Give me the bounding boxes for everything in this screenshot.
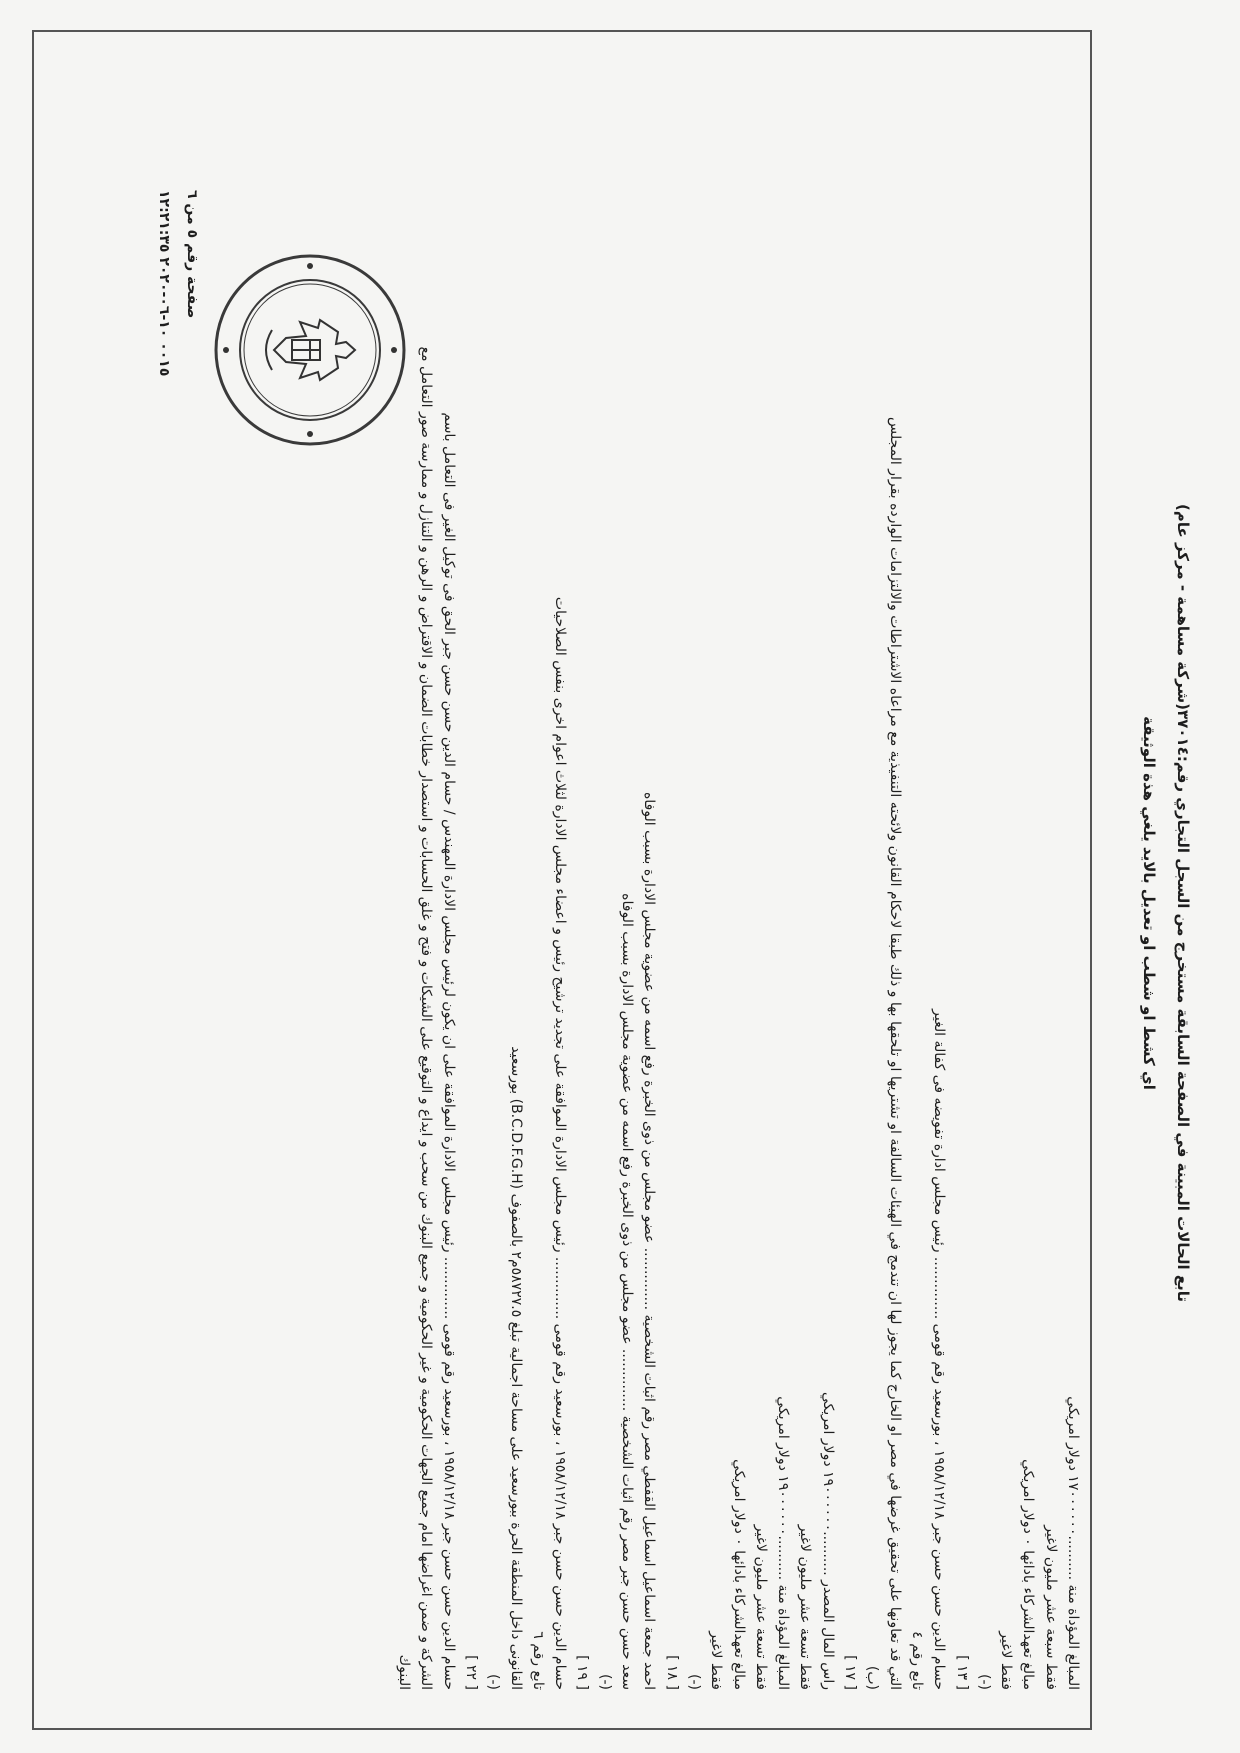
document-line: [ ١٣ ] — [953, 1655, 970, 1690]
document-line: تابع رقم ٦ — [529, 1631, 546, 1690]
document-line: تابع رقم ٤ — [908, 1631, 925, 1690]
document-header-title: تابع الحالات المبينة في الصفحة السابقة مستخرج من السجل التجاري رقم:٣٧٠١٤(شركة مساهمة - مركز عام) — [1174, 504, 1192, 1302]
document-line: راس المال المصدر ..........١٩٠٠٠٠٠٠ دولار امريكي — [819, 1392, 836, 1690]
document-line: [ ١٧ ] — [842, 1655, 859, 1690]
document-line: فقط لاغير — [708, 1631, 725, 1690]
document-line: المبالغ المؤداة منة ..........١٩٠٠٠٠٠٠ دولار امريكي — [775, 1396, 792, 1690]
document-line: (-) — [685, 1674, 702, 1690]
document-line: التي قد تعاونها على تحقيق غرضها في مصر او الخارج كما يجوز لها ان تندمج في الهيئات السالفة او تشتريها او تلحقها بها و ذلك طبقا لاحكام القانون ولائحته التنفيذية مع مراعاه الاشتراطات والالتزامات الوارده بقرار المجلس — [886, 417, 903, 1690]
document-header-note: اي كشط او شطب او تعديل بالايد يلغي هذة الوثيقة — [1140, 716, 1158, 1090]
document-line: [ ٢٢ ] — [462, 1655, 479, 1690]
document-line: القانونى داخل المنطقة الحرة ببورسعيد على مساحة اجمالية تبلغ ٥٨٧٢٧.٥م٢ بالصفوف (B.C.D.F.G.H) بورسعيد — [507, 1046, 524, 1690]
print-timestamp: ٠٠١٥ ١٠-٠٦-٢٠٢٠ ١٢:٢١:٣٥ — [156, 190, 172, 377]
document-line: سعد حسن حسن جبر مصر رقم اثبات الشخصية .............. عضو مجلس من ذوى الخبرة رفع اسمه من عضوية مجلس الادارة بسبب الوفاه — [619, 893, 636, 1690]
document-line: مبالغ تعهدالشركاء بادائها ٠ دولار امريكي — [1020, 1459, 1037, 1690]
document-line: (-) — [485, 1674, 502, 1690]
document-line: البنوك — [396, 1654, 413, 1690]
page-number: صفحة رقم ٥ من ٦ — [184, 190, 200, 319]
document-line: فقط لاغير — [998, 1631, 1015, 1690]
document-line: حسام الدين حسن حسن جبر ١٩٥٨/١٢/١٨ ، بورسعيد رقم قومى .............. رئيس مجلس الادارة الموافقة على تجديد ترشيح رئيس و اعضاء مجلس الادارة لثلاث اعوام اخرى بنفس الصلاحيات — [552, 596, 569, 1690]
content-frame — [32, 30, 1092, 1730]
document-line: حسام الدين حسن حسن جبر ١٩٥٨/١٢/١٨ ، بورسعيد رقم قومى .............. رئيس مجلس ادارة تفويضه فى كفالة الغير — [931, 1009, 948, 1690]
document-line: حسام الدين حسن حسن جبر ١٩٥٨/١٢/١٨ ، بورسعيد رقم قومى .............. رئيس مجلس الادارة الموافقة على ان يكون لرئيس مجلس الادارة المهندس / حسام الدين حسن حسن جبر الحق فى توكيل الغير فى التعامل باسم — [440, 412, 457, 1690]
document-line: (ب) — [864, 1665, 881, 1690]
document-line: فقط تسعة عشر مليون لاغير — [797, 1524, 814, 1690]
document-line: [ ١٩ ] — [574, 1655, 591, 1690]
document-line: فقط تسعة عشر مليون لاغير — [752, 1524, 769, 1690]
document-line: احمد جمعة اسماعيل اسماعيل القفطي مصر رقم اثبات الشخصية .............. عضو مجلس من ذوى الخبرة رفع اسمه من عضوية مجلس الادارة بسبب الوفاه — [641, 791, 658, 1690]
document-line: فقط سبعة عشر مليون لاغير — [1042, 1525, 1059, 1690]
official-seal-icon — [210, 250, 410, 450]
document-line: الشركة و ضمن اغراضها امام جميع الجهات الحكومية و غير الحكومية و جميع البنوك من سحب و ايداع و التوقيع على الشيكات و فتح و غلق الحسابات و استصدار خطابات الضمان و الاقتراض و الرهن و التنازل و ممارسة صور التعامل مع — [418, 346, 435, 1690]
document-line: (-) — [596, 1674, 613, 1690]
document-line: (-) — [975, 1674, 992, 1690]
content-lines — [34, 32, 1090, 1728]
document-line: مبالغ تعهدالشركاء بادائها ٠ دولار امريكي — [730, 1459, 747, 1690]
document-line: [ ١٨ ] — [663, 1655, 680, 1690]
document-line: المبالغ المؤداة منة ..........١٧٠٠٠٠٠٠ دولار امريكي — [1065, 1396, 1081, 1690]
